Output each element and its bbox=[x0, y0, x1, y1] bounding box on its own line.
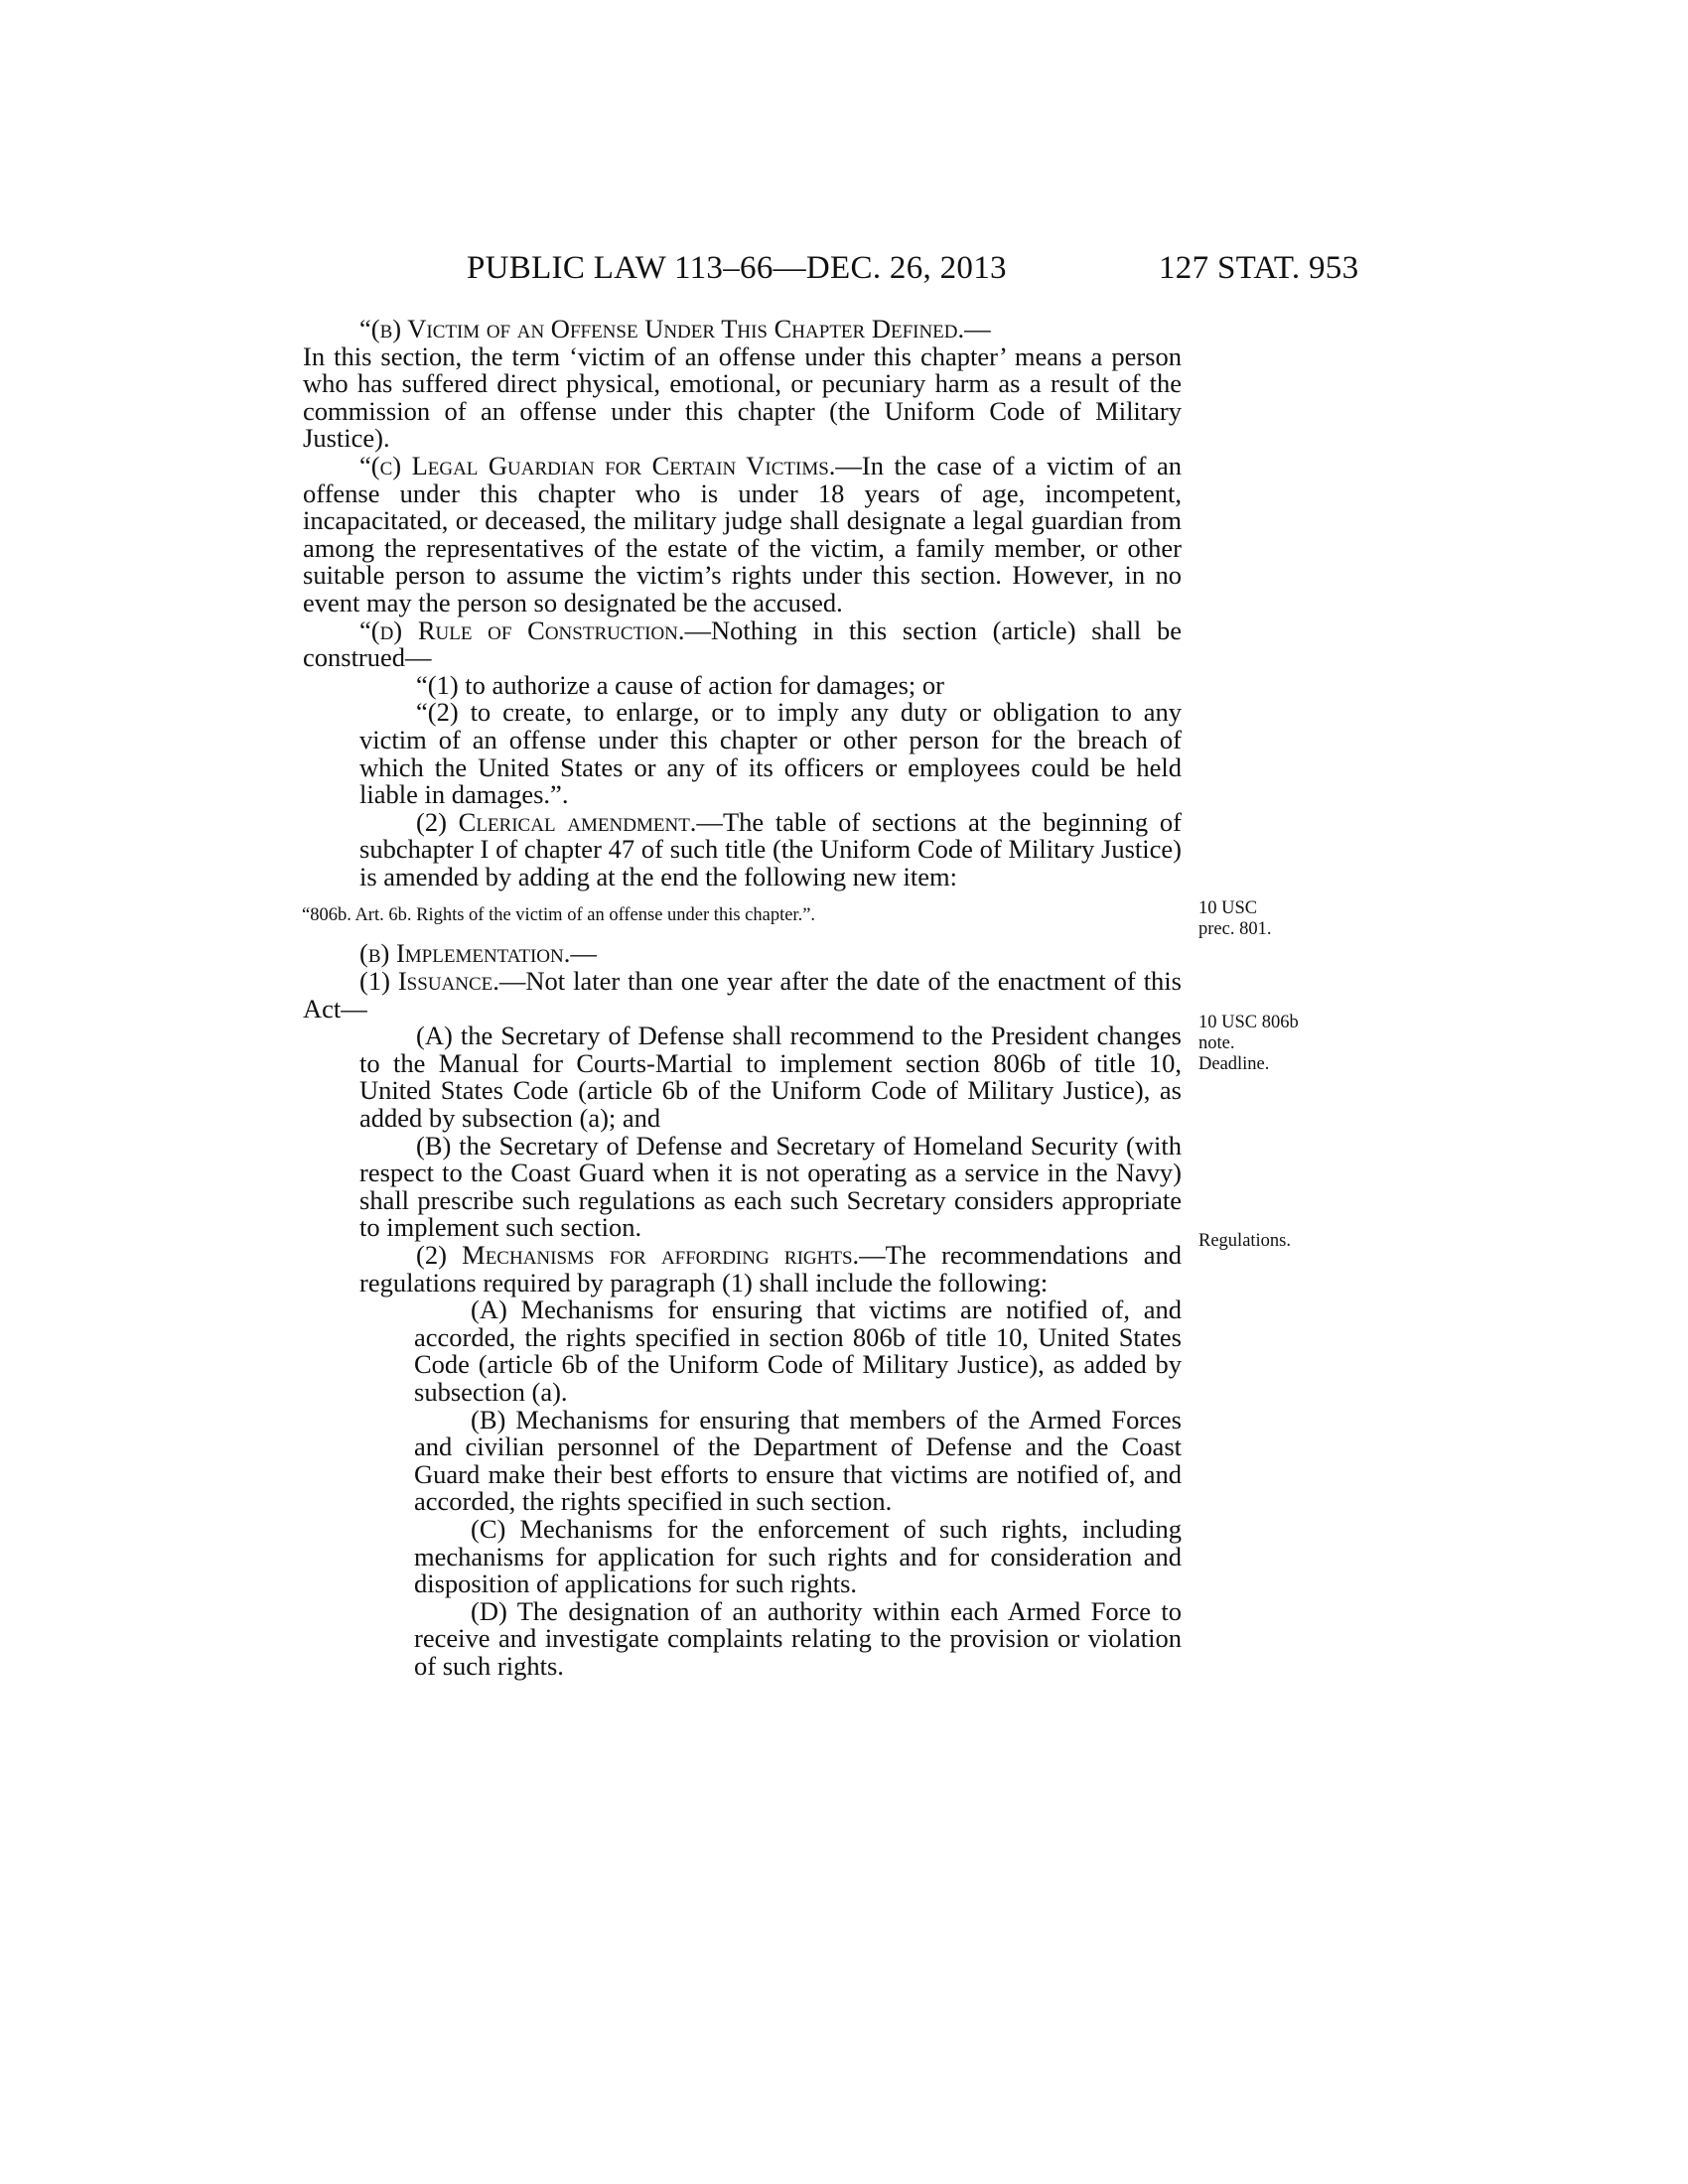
text-mechanisms: The recommendations and regulations required by paragraph (1) shall include the following: bbox=[359, 1240, 1182, 1297]
text-mechanisms-c: (C) Mechanisms for the enforcement of such rights, including mechanisms for application for such rights and for consideration and disposition of applications for such rights. bbox=[414, 1513, 1182, 1599]
paragraph-mechanisms-d bbox=[303, 1595, 1182, 1681]
heading-d: “(d) Rule of Construction.— bbox=[359, 614, 712, 645]
margin-note-line: prec. 801. bbox=[1198, 919, 1272, 939]
text-d2: “(2) to create, to enlarge, or to imply any duty or obligation to any victim of an offense under this chapter or other person for the breach of which the United States or any of its officers or employees could be held liable in damages.”. bbox=[359, 697, 1182, 810]
text-mechanisms-b: (B) Mechanisms for ensuring that members of the Armed Forces and civilian personnel of the Department of Defense and the Coast Guard make their best efforts to ensure that victims are notified of, and accorded, the rights specified in such section. bbox=[414, 1404, 1182, 1517]
margin-note-line: Deadline. bbox=[1198, 1054, 1270, 1074]
paragraph-issuance bbox=[303, 968, 1182, 1023]
paragraph-issuance-b bbox=[303, 1130, 1182, 1243]
page-header-stat: 127 STAT. 953 bbox=[1159, 250, 1359, 286]
text-clerical: The table of sections at the beginning of subchapter I of chapter 47 of such title (the Uniform Code of Military Justice) is amended by adding at the end the following new item: bbox=[359, 806, 1182, 891]
text-mechanisms-d: (D) The designation of an authority within each Armed Force to receive and investigate complaints relating to the provision or violation of such rights. bbox=[414, 1595, 1182, 1681]
heading-issuance: (1) Issuance.— bbox=[359, 966, 526, 997]
heading-implementation: (b) Implementation.— bbox=[359, 938, 597, 969]
margin-note-10usc-806b bbox=[1198, 1013, 1347, 1075]
text-issuance-a: (A) the Secretary of Defense shall recommend to the President changes to the Manual for Courts-Martial to implement section 806b of title 10, United States Code (article 6b of the Uniform Code of Military Justice), as added by subsection (a); and bbox=[359, 1021, 1182, 1134]
paragraph-d1 bbox=[303, 669, 1182, 700]
paragraph-mechanisms bbox=[359, 1242, 1182, 1297]
paragraph-implementation bbox=[303, 940, 1182, 968]
paragraph-d2 bbox=[303, 699, 1182, 808]
paragraph-mechanisms-b bbox=[303, 1404, 1182, 1517]
text-b: In this section, the term ‘victim of an offense under this chapter’ means a person who has suffered direct physical, emotional, or pecuniary harm as a result of the commission of an offense under this chapter (the Uniform Code of Military Justice). bbox=[303, 341, 1182, 454]
text-d: Nothing in this section (article) shall be construed— bbox=[303, 614, 1182, 673]
text-d1: “(1) to authorize a cause of action for damages; or bbox=[416, 669, 944, 700]
text-mechanisms-a: (A) Mechanisms for ensuring that victims are notified of, and accorded, the rights specified in section 806b of title 10, United States Code (article 6b of the Uniform Code of Military Justice), as added by subsection (a). bbox=[414, 1295, 1182, 1407]
paragraph-issuance-a bbox=[303, 1023, 1182, 1132]
paragraph-c bbox=[303, 450, 1182, 617]
heading-c: “(c) Legal Guardian for Certain Victims.— bbox=[359, 450, 862, 480]
heading-mechanisms: (2) Mechanisms for affording rights.— bbox=[416, 1240, 886, 1270]
heading-b: “(b) Victim of an Offense Under This Chapter Defined.— bbox=[359, 314, 991, 343]
margin-note-10usc-prec801 bbox=[1198, 898, 1347, 940]
margin-note-line: Regulations. bbox=[1198, 1231, 1292, 1251]
text-issuance-b: (B) the Secretary of Defense and Secretary of Homeland Security (with respect to the Coast Guard when it is not operating as a service in the Navy) shall prescribe such regulations as each such Secretary considers appropriate to implement such section. bbox=[359, 1130, 1182, 1243]
text-c: In the case of a victim of an offense under this chapter who is under 18 years of age, incompetent, incapacitated, or deceased, the military judge shall designate a legal guardian from among the representatives of the estate of the victim, a family member, or other suitable person to assume the victim’s rights under this section. However, in no event may the person so designated be the accused. bbox=[303, 450, 1182, 617]
margin-note-line: 10 USC bbox=[1198, 898, 1258, 918]
page-header-title: PUBLIC LAW 113–66—DEC. 26, 2013 bbox=[467, 250, 1007, 286]
text-issuance: Not later than one year after the date of the enactment of this Act— bbox=[303, 966, 1182, 1024]
paragraph-mechanisms-a bbox=[303, 1297, 1182, 1406]
margin-note-line: note. bbox=[1198, 1033, 1235, 1053]
paragraph-b bbox=[303, 316, 1182, 453]
paragraph-d bbox=[303, 614, 1182, 673]
margin-note-line: 10 USC 806b bbox=[1198, 1013, 1299, 1032]
margin-note-regulations bbox=[1198, 1231, 1347, 1252]
heading-clerical: (2) Clerical amendment.— bbox=[416, 806, 723, 837]
document-body bbox=[303, 316, 1182, 1681]
paragraph-clerical bbox=[303, 806, 1182, 891]
paragraph-mechanisms-c bbox=[303, 1513, 1182, 1599]
table-item: “806b. Art. 6b. Rights of the victim of an offense under this chapter.”. bbox=[302, 905, 816, 926]
